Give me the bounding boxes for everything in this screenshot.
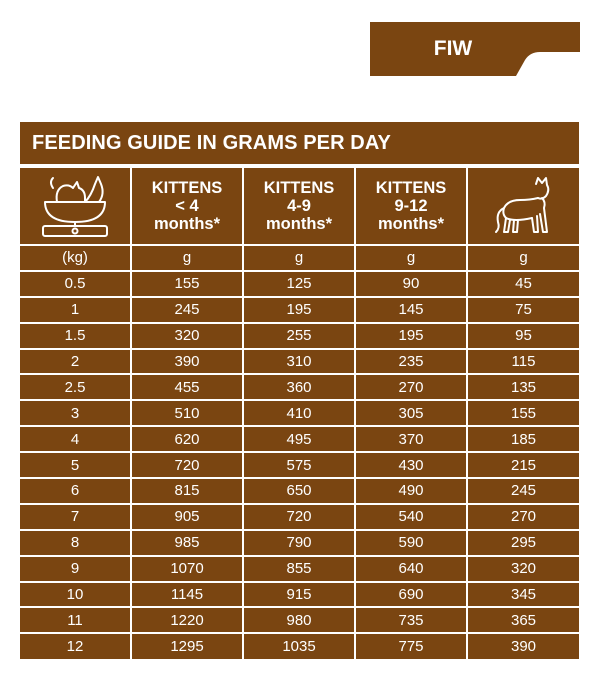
grams-cell: 510 <box>131 400 243 426</box>
grams-cell: 345 <box>467 582 579 608</box>
table-row <box>20 426 579 452</box>
grams-cell: 735 <box>355 607 467 633</box>
table-row <box>20 400 579 426</box>
fiw-tag <box>370 22 580 76</box>
unit-cell: g <box>243 245 355 271</box>
grams-cell: 590 <box>355 530 467 556</box>
grams-cell: 915 <box>243 582 355 608</box>
header-adult-cat <box>467 167 579 245</box>
grams-cell: 155 <box>131 271 243 297</box>
header-kittens-4-9: KITTENS 4-9 months* <box>243 167 355 245</box>
grams-cell: 775 <box>355 633 467 659</box>
grams-cell: 245 <box>131 297 243 323</box>
grams-cell: 45 <box>467 271 579 297</box>
tag-label: FIW <box>433 37 473 60</box>
table-row <box>20 452 579 478</box>
grams-cell: 1070 <box>131 556 243 582</box>
header-weight <box>20 167 131 245</box>
table-row <box>20 556 579 582</box>
grams-cell: 1145 <box>131 582 243 608</box>
grams-cell: 270 <box>467 504 579 530</box>
weight-cell: 7 <box>20 504 131 530</box>
grams-cell: 790 <box>243 530 355 556</box>
units-row <box>20 245 579 271</box>
table-row <box>20 582 579 608</box>
grams-cell: 1035 <box>243 633 355 659</box>
weight-cell: 3 <box>20 400 131 426</box>
adult-cat-icon <box>492 174 556 238</box>
grams-cell: 720 <box>131 452 243 478</box>
header-kittens-under-4: KITTENS < 4 months* <box>131 167 243 245</box>
grams-cell: 365 <box>467 607 579 633</box>
unit-cell: (kg) <box>20 245 131 271</box>
grams-cell: 495 <box>243 426 355 452</box>
grams-cell: 640 <box>355 556 467 582</box>
weight-cell: 6 <box>20 478 131 504</box>
grams-cell: 620 <box>131 426 243 452</box>
grams-cell: 540 <box>355 504 467 530</box>
weight-cell: 0.5 <box>20 271 131 297</box>
grams-cell: 215 <box>467 452 579 478</box>
table-row <box>20 323 579 349</box>
grams-cell: 155 <box>467 400 579 426</box>
weight-cell: 5 <box>20 452 131 478</box>
table-row <box>20 271 579 297</box>
grams-cell: 690 <box>355 582 467 608</box>
weighing-scale-cat-icon <box>35 174 115 238</box>
unit-cell: g <box>131 245 243 271</box>
weight-cell: 1.5 <box>20 323 131 349</box>
grams-cell: 245 <box>467 478 579 504</box>
grams-cell: 1295 <box>131 633 243 659</box>
grams-cell: 1220 <box>131 607 243 633</box>
feeding-guide <box>20 122 579 659</box>
weight-cell: 4 <box>20 426 131 452</box>
grams-cell: 295 <box>467 530 579 556</box>
weight-cell: 9 <box>20 556 131 582</box>
grams-cell: 455 <box>131 374 243 400</box>
weight-cell: 11 <box>20 607 131 633</box>
feeding-table <box>20 166 579 659</box>
grams-cell: 390 <box>467 633 579 659</box>
table-row <box>20 297 579 323</box>
grams-cell: 270 <box>355 374 467 400</box>
grams-cell: 320 <box>131 323 243 349</box>
grams-cell: 255 <box>243 323 355 349</box>
grams-cell: 575 <box>243 452 355 478</box>
grams-cell: 125 <box>243 271 355 297</box>
grams-cell: 115 <box>467 349 579 375</box>
header-kittens-9-12: KITTENS 9-12 months* <box>355 167 467 245</box>
grams-cell: 390 <box>131 349 243 375</box>
grams-cell: 980 <box>243 607 355 633</box>
weight-cell: 10 <box>20 582 131 608</box>
grams-cell: 905 <box>131 504 243 530</box>
grams-cell: 195 <box>355 323 467 349</box>
grams-cell: 430 <box>355 452 467 478</box>
grams-cell: 145 <box>355 297 467 323</box>
weight-cell: 1 <box>20 297 131 323</box>
weight-cell: 2 <box>20 349 131 375</box>
table-row <box>20 478 579 504</box>
grams-cell: 650 <box>243 478 355 504</box>
guide-title: FEEDING GUIDE IN GRAMS PER DAY <box>20 122 579 166</box>
grams-cell: 320 <box>467 556 579 582</box>
table-row <box>20 530 579 556</box>
unit-cell: g <box>467 245 579 271</box>
grams-cell: 95 <box>467 323 579 349</box>
weight-cell: 8 <box>20 530 131 556</box>
grams-cell: 305 <box>355 400 467 426</box>
table-row <box>20 504 579 530</box>
table-row <box>20 374 579 400</box>
grams-cell: 720 <box>243 504 355 530</box>
grams-cell: 490 <box>355 478 467 504</box>
grams-cell: 135 <box>467 374 579 400</box>
grams-cell: 370 <box>355 426 467 452</box>
grams-cell: 985 <box>131 530 243 556</box>
header-row <box>20 167 579 245</box>
table-row <box>20 607 579 633</box>
unit-cell: g <box>355 245 467 271</box>
grams-cell: 360 <box>243 374 355 400</box>
grams-cell: 185 <box>467 426 579 452</box>
grams-cell: 75 <box>467 297 579 323</box>
grams-cell: 310 <box>243 349 355 375</box>
grams-cell: 90 <box>355 271 467 297</box>
weight-cell: 12 <box>20 633 131 659</box>
table-row <box>20 349 579 375</box>
grams-cell: 195 <box>243 297 355 323</box>
grams-cell: 235 <box>355 349 467 375</box>
grams-cell: 815 <box>131 478 243 504</box>
weight-cell: 2.5 <box>20 374 131 400</box>
grams-cell: 855 <box>243 556 355 582</box>
table-row <box>20 633 579 659</box>
grams-cell: 410 <box>243 400 355 426</box>
